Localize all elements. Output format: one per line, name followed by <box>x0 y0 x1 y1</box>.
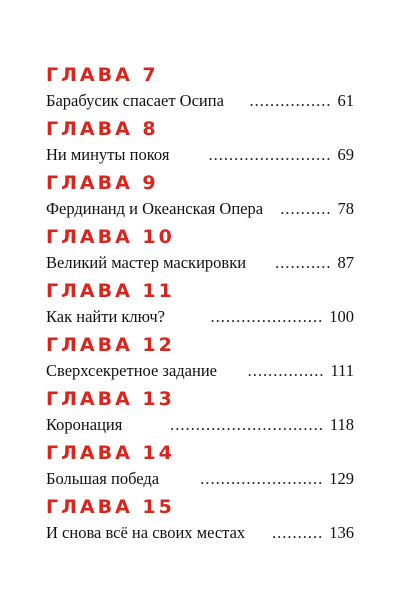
page-number: 78 <box>337 199 354 218</box>
toc-chapter-8 <box>46 118 354 172</box>
toc-entry[interactable] <box>46 199 354 219</box>
chapter-title: Великий мастер маскировки <box>46 253 247 272</box>
toc-entry[interactable] <box>46 307 354 327</box>
dot-leader: .......... <box>280 199 332 218</box>
dot-leader: ...................... <box>210 307 324 326</box>
chapter-label: ГЛАВА 10 <box>46 226 175 248</box>
chapter-title: Коронация <box>46 415 123 434</box>
chapter-label: ГЛАВА 8 <box>46 118 159 140</box>
chapter-title: Сверхсекретное задание <box>46 361 217 380</box>
chapter-title: И снова всё на своих местах <box>46 523 246 542</box>
toc-chapter-13 <box>46 388 354 442</box>
dot-leader: .............................. <box>170 415 324 434</box>
table-of-contents <box>46 64 354 550</box>
toc-entry[interactable] <box>46 91 354 111</box>
page-number: 136 <box>329 523 354 542</box>
page-number: 129 <box>329 469 354 488</box>
toc-entry[interactable] <box>46 523 354 543</box>
toc-chapter-12 <box>46 334 354 388</box>
toc-chapter-9 <box>46 172 354 226</box>
chapter-label: ГЛАВА 9 <box>46 172 159 194</box>
chapter-label: ГЛАВА 12 <box>46 334 175 356</box>
chapter-label: ГЛАВА 13 <box>46 388 175 410</box>
dot-leader: ................ <box>249 91 332 110</box>
toc-chapter-7 <box>46 64 354 118</box>
chapter-label: ГЛАВА 7 <box>46 64 159 86</box>
dot-leader: ........................ <box>208 145 332 164</box>
chapter-label: ГЛАВА 14 <box>46 442 175 464</box>
chapter-title: Большая победа <box>46 469 160 488</box>
toc-entry[interactable] <box>46 415 354 435</box>
page-number: 100 <box>329 307 354 326</box>
page-number: 111 <box>330 361 354 380</box>
dot-leader: .......... <box>272 523 324 542</box>
chapter-label: ГЛАВА 11 <box>46 280 175 302</box>
chapter-label: ГЛАВА 15 <box>46 496 175 518</box>
chapter-title: Как найти ключ? <box>46 307 165 326</box>
toc-entry[interactable] <box>46 253 354 273</box>
toc-chapter-14 <box>46 442 354 496</box>
chapter-title: Ни минуты покоя <box>46 145 170 164</box>
toc-chapter-15 <box>46 496 354 550</box>
toc-chapter-11 <box>46 280 354 334</box>
dot-leader: ........................ <box>200 469 324 488</box>
page-number: 118 <box>329 415 354 434</box>
toc-entry[interactable] <box>46 469 354 489</box>
page-number: 61 <box>337 91 354 110</box>
toc-chapter-10 <box>46 226 354 280</box>
toc-entry[interactable] <box>46 361 354 381</box>
chapter-title: Фердинанд и Океанская Опера <box>46 199 264 218</box>
page-number: 87 <box>337 253 354 272</box>
chapter-title: Барабусик спасает Осипа <box>46 91 224 110</box>
dot-leader: ............... <box>247 361 325 380</box>
page-number: 69 <box>337 145 354 164</box>
dot-leader: ........... <box>275 253 332 272</box>
toc-entry[interactable] <box>46 145 354 165</box>
